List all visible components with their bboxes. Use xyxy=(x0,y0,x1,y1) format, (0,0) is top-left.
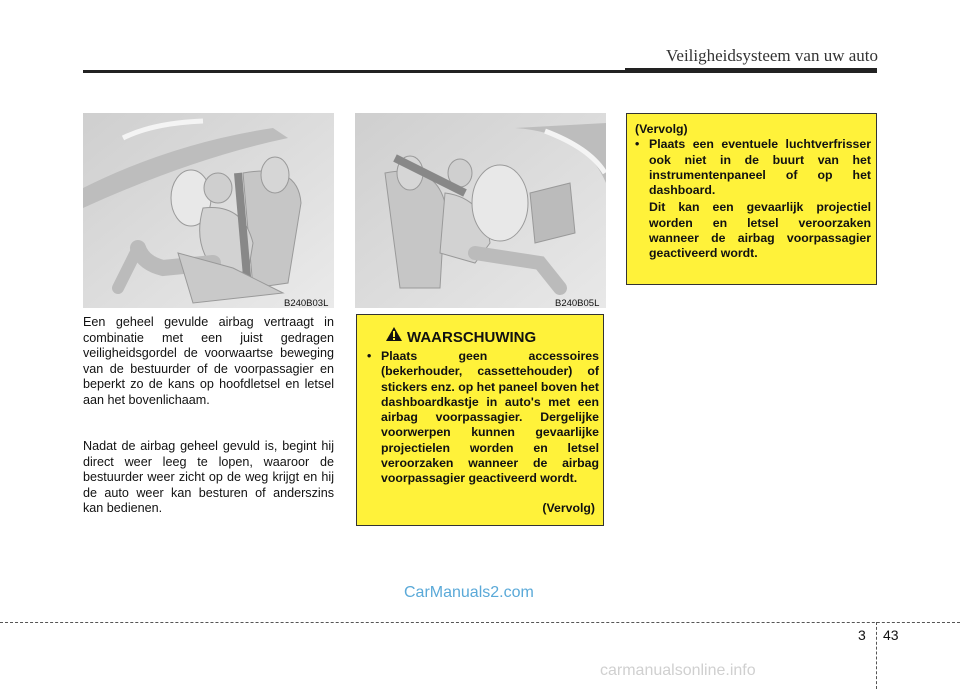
header-rule-accent xyxy=(625,68,877,73)
warning-box xyxy=(356,314,604,526)
note-body xyxy=(635,122,871,262)
warning-continued: (Vervolg) xyxy=(542,501,595,515)
passenger-airbag-illustration xyxy=(355,113,606,308)
page-header-title: Veiligheidsysteem van uw auto xyxy=(666,46,878,65)
body-paragraph-1: Een geheel gevulde airbag vertraagt in combinatie met een juist gedragen veiligheidsgordel de voorwaartse beweging van de bestuurder of de voorpassagier en beperkt zo de kans op hoofdletsel en letsel aan het bovenlichaam. xyxy=(83,315,334,407)
footer-rule xyxy=(0,622,960,623)
warning-bullet: • xyxy=(367,349,372,363)
watermark-logo: CarManuals2.com xyxy=(404,584,534,601)
footer-divider xyxy=(876,622,877,689)
note-text-1: Plaats een eventuele luchtverfrisser ook niet in de buurt van het instrumentenpaneel of op het dashboard. xyxy=(649,137,871,198)
figure-driver-code: B240B03L xyxy=(284,298,329,309)
figure-passenger-code: B240B05L xyxy=(555,298,600,309)
note-text-2: Dit kan een gevaarlijk projectiel worden en letsel veroorzaken wanneer de airbag voorpassagier geactiveerd wordt. xyxy=(649,200,871,261)
figure-passenger-airbag xyxy=(355,113,606,308)
warning-body xyxy=(367,349,599,487)
body-paragraph-2: Nadat de airbag geheel gevuld is, begint hij direct weer leeg te lopen, waaroor de bestuurder weer zicht op de weg krijgt en hij de auto weer kan besturen of anderszins kan bedienen. xyxy=(83,439,334,516)
warning-title: WAARSCHUWING xyxy=(407,329,537,346)
warning-text: Plaats geen accessoires (bekerhouder, cassettehouder) of stickers enz. op het paneel boven het dashboardkastje in auto's met een airbag voorpassagier. Dergelijke voorwerpen kunnen gevaarlijke projectielen worden en letsel veroorzaken wanneer de airbag voorpassagier geactiveerd wordt. xyxy=(381,349,599,486)
note-box xyxy=(626,113,877,285)
note-bullet: • xyxy=(635,137,640,152)
chapter-number: 3 xyxy=(858,627,866,643)
page-number: 43 xyxy=(883,627,899,643)
note-continued: (Vervolg) xyxy=(635,122,688,136)
figure-driver-airbag xyxy=(83,113,334,308)
driver-airbag-illustration xyxy=(83,113,334,308)
footer-watermark: carmanualsonline.info xyxy=(600,662,756,679)
warning-triangle-icon xyxy=(385,326,403,342)
